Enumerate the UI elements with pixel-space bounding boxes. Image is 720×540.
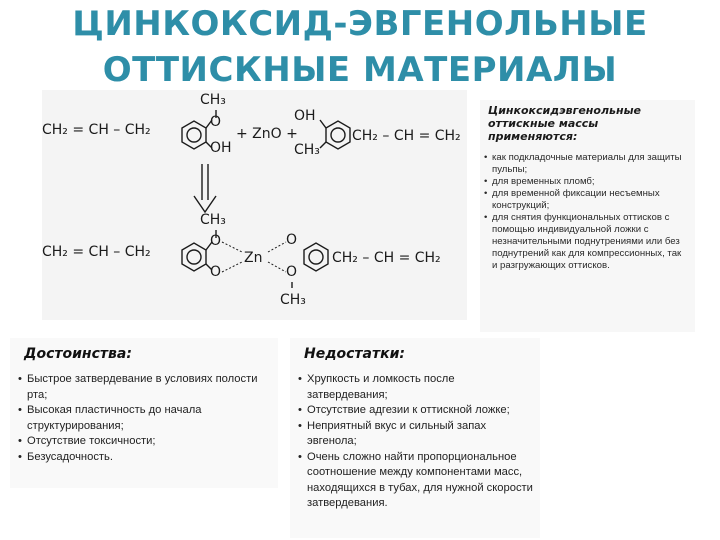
methyl-label-product-top: CH₃: [200, 212, 226, 228]
benzene-ring-4: [292, 243, 328, 288]
list-item: • Отсутствие адгезии к оттискной ложке;: [298, 403, 538, 419]
list-item: • для временных пломб;: [484, 176, 689, 188]
list-item: • Высокая пластичность до начала структурирования;: [18, 403, 278, 434]
oxygen-label-1: O: [210, 114, 222, 130]
page-title-line-2: ОТТИСКНЫЕ МАТЕРИАЛЫ: [102, 50, 618, 90]
advantages-panel: [10, 338, 278, 488]
oxygen-label-product-2: O: [210, 264, 222, 280]
applications-panel: [480, 100, 695, 332]
methyl-label-2: CH₃: [294, 142, 320, 158]
list-item: • для временной фиксации несъемных конструкций;: [484, 188, 689, 212]
disadvantages-heading: Недостатки:: [304, 346, 406, 362]
list-item: • для снятия функциональных оттисков с помощью индивидуальной ложки с незначительными поднутрениями или без поднутрений как для компрессионных, так и разгружающих оттисков.: [484, 212, 689, 272]
oxygen-label-product-1: O: [210, 233, 222, 249]
applications-list: [484, 152, 689, 272]
applications-heading: Цинкоксидэвгенольные оттискные массы применяются:: [488, 104, 641, 143]
advantages-list: [18, 372, 278, 465]
list-item: • Хрупкость и ломкость после затвердевания;: [298, 372, 538, 403]
list-item: • Отсутствие токсичности;: [18, 434, 278, 450]
disadvantages-panel: [290, 338, 540, 538]
hydroxyl-label-1: OH: [210, 140, 232, 156]
allyl-chain-left: CH₂ = CH – CH₂: [42, 122, 151, 138]
reaction-scheme: [42, 90, 467, 320]
reaction-arrow: [194, 164, 216, 212]
benzene-ring-2: [320, 120, 350, 149]
zinc-label: Zn: [244, 250, 263, 266]
list-item: • Очень сложно найти пропорциональное соотношение между компонентами масс, находящихся в тубах, для нужной скорости затвердевания.: [298, 450, 538, 512]
hydroxyl-label-2: OH: [294, 108, 316, 124]
allyl-chain-right: CH₂ – CH = CH₂: [352, 128, 461, 144]
disadvantages-list: [298, 372, 538, 512]
oxygen-label-product-4: O: [286, 264, 298, 280]
page-title-line-1: ЦИНКОКСИД-ЭВГЕНОЛЬНЫЕ: [72, 4, 648, 44]
advantages-heading: Достоинства:: [24, 346, 132, 362]
methyl-label-product-bottom: CH₃: [280, 292, 306, 308]
list-item: • как подкладочные материалы для защиты пульпы;: [484, 152, 689, 176]
oxygen-label-product-3: O: [286, 232, 298, 248]
list-item: • Безусадочность.: [18, 450, 278, 466]
list-item: • Быстрое затвердевание в условиях полости рта;: [18, 372, 278, 403]
product-chain-right: CH₂ – CH = CH₂: [332, 250, 441, 266]
zinc-oxide-label: + ZnO +: [236, 126, 298, 142]
reaction-diagram: [42, 90, 467, 320]
list-item: • Неприятный вкус и сильный запах эвгенола;: [298, 419, 538, 450]
methyl-label-top: CH₃: [200, 92, 226, 108]
product-chain-left: CH₂ = CH – CH₂: [42, 244, 151, 260]
